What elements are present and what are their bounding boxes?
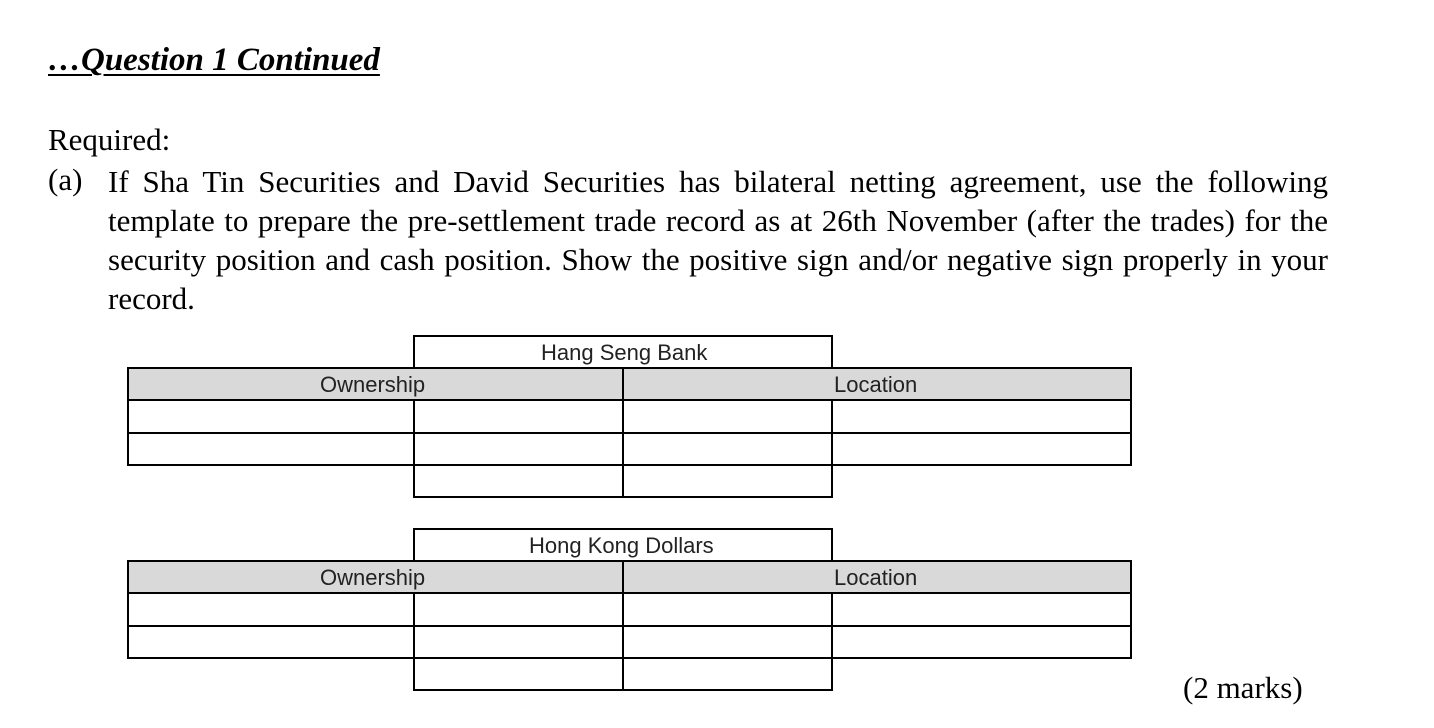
question-heading: …Question 1 Continued	[48, 42, 380, 78]
table-title: Hang Seng Bank	[541, 340, 708, 365]
required-label: Required:	[48, 122, 171, 157]
table-header-fill	[129, 562, 1130, 593]
location-header: Location	[834, 372, 918, 397]
question-part-label: (a)	[48, 162, 83, 197]
question-text: If Sha Tin Securities and David Securities has bilateral netting agreement, use the following template to prepare the pre-settlement trade record as at 26th November (after the trades) for the security position and cash position. Show the positive sign and/or negative sign properly in your record.	[108, 164, 1328, 316]
table-title: Hong Kong Dollars	[529, 533, 714, 558]
marks-label: (2 marks)	[1183, 670, 1303, 705]
ownership-header: Ownership	[320, 372, 426, 397]
ownership-header: Ownership	[320, 565, 426, 590]
location-header: Location	[834, 565, 918, 590]
table-header-fill	[129, 369, 1130, 400]
